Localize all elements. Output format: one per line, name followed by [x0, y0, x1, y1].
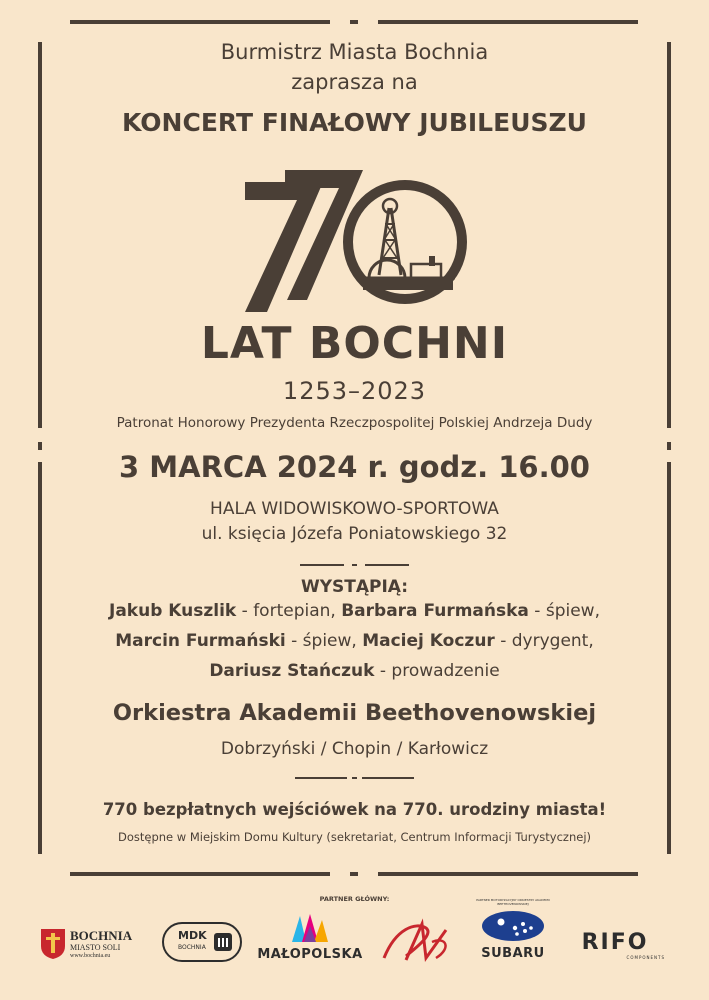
performers-heading: WYSTĄPIĄ: [300, 577, 409, 597]
host-line: Burmistrz Miasta Bochnia [220, 40, 489, 64]
main-partner-label: PARTNER GŁÓWNY: [319, 895, 390, 903]
bochnia-logo-name: BOCHNIA [70, 928, 133, 943]
mdk-logo-sub: BOCHNIA [178, 944, 206, 951]
bochnia-logo-url: www.bochnia.eu [70, 953, 111, 959]
malopolska-logo-text: MAŁOPOLSKA [257, 947, 363, 962]
frame-right-dot [667, 442, 671, 450]
event-address: ul. księcia Józefa Poniatowskiego 32 [201, 524, 508, 544]
mdk-logo [162, 922, 242, 962]
performers-line-1 [0, 601, 709, 621]
mdk-logo-name: MDK [178, 929, 207, 942]
rifo-logo-text: RIFO [581, 930, 649, 955]
malopolska-logo [255, 912, 365, 964]
divider-right [365, 564, 409, 566]
bochnia-logo [40, 928, 150, 962]
performer-role: - prowadzenie [374, 661, 500, 681]
composers: Dobrzyński / Chopin / Karłowicz [220, 739, 489, 759]
performer-role: - fortepian, [236, 601, 342, 621]
frame-top-left [70, 20, 330, 24]
concert-title: KONCERT FINAŁOWY JUBILEUSZU [122, 108, 587, 137]
performers-line-2 [0, 631, 709, 651]
subaru-stars-icon [481, 910, 545, 942]
performer-role: - dyrygent, [494, 631, 594, 651]
performer-name: Marcin Furmański [115, 631, 286, 651]
frame-right-lower [667, 462, 671, 854]
frame-top-dot [350, 20, 358, 24]
frame-bottom-dot [350, 872, 358, 876]
bochnia-logo-sub: MIASTO SOLI [70, 943, 121, 952]
frame-left-lower [38, 462, 42, 854]
malopolska-mountains-icon [290, 912, 330, 944]
tickets-availability: Dostępne w Miejskim Domu Kultury (sekretariat, Centrum Informacji Turystycznej) [117, 830, 592, 844]
divider-dot [352, 564, 357, 566]
divider-left [300, 564, 344, 566]
frame-bottom-left [70, 872, 330, 876]
jubilee-emblem [245, 160, 475, 320]
frame-top-right [378, 20, 638, 24]
zero-with-mine-icon [348, 185, 462, 299]
orchestra-name: Orkiestra Akademii Beethovenowskiej [112, 700, 597, 726]
subaru-logo [463, 898, 563, 964]
performer-name: Barbara Furmańska [341, 601, 529, 621]
subaru-partner-note: PARTNER MOTORYZACYJNY ORKIESTRY AKADEMII BEETHOVENOWSKIEJ [476, 898, 550, 906]
honorary-patronage: Patronat Honorowy Prezydenta Rzeczpospolitej Polskiej Andrzeja Dudy [116, 415, 593, 431]
bochnia-crest-icon [40, 928, 66, 960]
jubilee-years: 1253–2023 [282, 377, 427, 405]
frame-bottom-right [378, 872, 638, 876]
performer-role: - śpiew, [528, 601, 600, 621]
frame-left-dot [38, 442, 42, 450]
rifo-logo [565, 932, 665, 962]
event-date: 3 MARCA 2024 r. godz. 16.00 [119, 450, 590, 484]
event-venue: HALA WIDOWISKOWO-SPORTOWA [210, 499, 499, 519]
subaru-logo-text: SUBARU [481, 946, 545, 961]
divider-dot [352, 777, 357, 779]
divider-right [362, 777, 414, 779]
jubilee-title: LAT BOCHNI [200, 318, 509, 369]
performers-line-3 [0, 661, 709, 681]
invite-line: zaprasza na [291, 70, 418, 94]
beethoven-festival-logo [376, 918, 456, 964]
mdk-building-icon [214, 933, 232, 951]
divider-left [295, 777, 347, 779]
frame-left-upper [38, 42, 42, 428]
performer-name: Maciej Koczur [362, 631, 495, 651]
performer-role: - śpiew, [285, 631, 363, 651]
tickets-info: 770 bezpłatnych wejściówek na 770. urodziny miasta! [102, 800, 607, 819]
performer-name: Jakub Kuszlik [109, 601, 237, 621]
frame-right-upper [667, 42, 671, 428]
performer-name: Dariusz Stańczuk [209, 661, 375, 681]
rifo-logo-sub: COMPONENTS [626, 955, 665, 960]
